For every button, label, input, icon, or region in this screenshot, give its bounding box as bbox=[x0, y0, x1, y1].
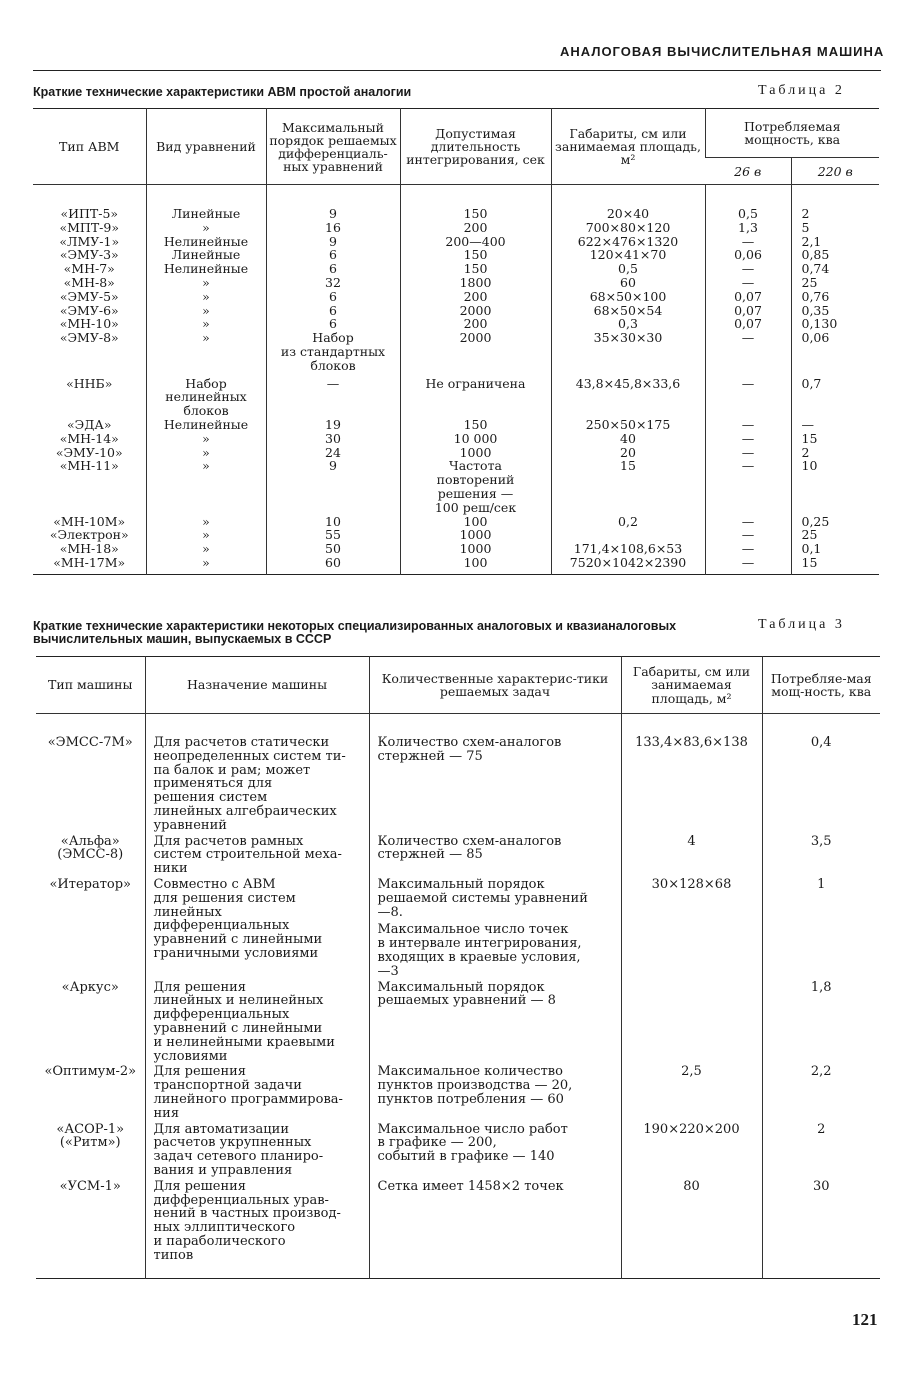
table-row bbox=[33, 185, 879, 373]
table-row bbox=[36, 878, 880, 981]
t3-header-power: Потребляе-мая мощ-ность, ква bbox=[762, 657, 880, 714]
t2-cell-p26: — — — — bbox=[705, 418, 791, 515]
t3-header-type: Тип машины bbox=[36, 657, 145, 714]
t3-quant-text: Максимальный порядок решаемой системы уравнений —8. bbox=[377, 876, 588, 920]
t2-cell-p26: 0,5 1,3 — 0,06 — — 0,07 0,07 0,07 — bbox=[705, 185, 791, 373]
t3-cell-power: 30 bbox=[762, 1180, 880, 1279]
t3-cell-size bbox=[621, 981, 762, 1066]
table-row bbox=[33, 418, 879, 515]
t3-cell-type: «Итератор» bbox=[49, 876, 132, 892]
t3-cell-type: «УСМ-1» bbox=[59, 1178, 121, 1194]
t3-quant-text: Максимальное число точек в интервале интегрирования, входящих в краевые условия, —3 bbox=[377, 922, 582, 979]
page-number: 121 bbox=[852, 1310, 878, 1329]
table2-label: Таблица 2 bbox=[758, 83, 845, 98]
t2-cell-eq: » » » » bbox=[146, 515, 266, 575]
t3-cell-purpose: Для решения дифференциальных урав- нений в частных производ- ных эллиптического и параболического типов bbox=[145, 1180, 369, 1279]
t3-quant-text: Максимальное число работ в графике — 200, событий в графике — 140 bbox=[377, 1121, 568, 1165]
t2-header-26v: 26 в bbox=[705, 158, 791, 185]
t3-quant-text: Количество схем-аналогов стержней — 75 bbox=[377, 735, 562, 764]
t3-cell-size: 2,5 bbox=[621, 1065, 762, 1122]
header-rule bbox=[33, 70, 881, 71]
t2-cell-p26: — bbox=[705, 373, 791, 418]
t3-cell-power: 2 bbox=[762, 1123, 880, 1180]
t3-cell-quant bbox=[369, 714, 621, 835]
t2-header-size: Габариты, см или занимаемая площадь, м² bbox=[551, 109, 705, 185]
t3-cell-quant bbox=[369, 1123, 621, 1180]
t2-cell-size: 0,2 171,4×108,6×53 7520×1042×2390 bbox=[551, 515, 705, 575]
t3-cell-size: 80 bbox=[621, 1180, 762, 1279]
table-row bbox=[33, 373, 879, 418]
t3-cell-purpose: Для решения транспортной задачи линейного программирова- ния bbox=[145, 1065, 369, 1122]
t2-cell-type: «ЭДА» «МН-14» «ЭМУ-10» «МН-11» bbox=[55, 416, 123, 474]
table2-caption: Краткие технические характеристики АВМ простой аналогии bbox=[33, 85, 412, 99]
t2-cell-p220: 0,7 bbox=[791, 373, 879, 418]
t3-cell-size: 133,4×83,6×138 bbox=[621, 714, 762, 835]
t3-cell-purpose: Для расчетов статически неопределенных систем ти- па балок и рам; может применяться для решения систем линейных алгебраических уравнений bbox=[145, 714, 369, 835]
t3-quant-text: Максимальный порядок решаемых уравнений — 8 bbox=[377, 979, 556, 1009]
t2-header-equations: Вид уравнений bbox=[146, 109, 266, 185]
table-row bbox=[36, 835, 880, 878]
t3-cell-size: 4 bbox=[621, 835, 762, 878]
t2-cell-type: «МН-10М» «Электрон» «МН-18» «МН-17М» bbox=[49, 513, 129, 570]
t2-header-power: Потребляемая мощность, ква bbox=[705, 109, 879, 158]
t2-cell-p26: — — — — bbox=[705, 515, 791, 575]
t2-cell-order: 19 30 24 9 bbox=[266, 418, 400, 515]
t3-cell-type: «ЭМСС-7М» bbox=[47, 735, 133, 750]
t3-header-size: Габариты, см или занимаемая площадь, м² bbox=[621, 657, 762, 714]
t3-cell-quant bbox=[369, 981, 621, 1066]
t3-cell-type: «АСОР-1» («Ритм») bbox=[56, 1121, 125, 1151]
t3-cell-power: 0,4 bbox=[762, 714, 880, 835]
t3-cell-quant bbox=[369, 1065, 621, 1122]
t2-cell-size: 250×50×175 40 20 15 bbox=[551, 418, 705, 515]
table-row bbox=[36, 981, 880, 1066]
t3-cell-power: 1 bbox=[762, 878, 880, 981]
t2-header-duration: Допустимая длительность интегрирования, сек bbox=[400, 109, 551, 185]
t3-cell-quant bbox=[369, 878, 621, 981]
t2-cell-dur: 100 1000 1000 100 bbox=[400, 515, 551, 575]
t3-cell-purpose: Совместно с АВМ для решения систем линейных дифференциальных уравнений с линейными граничными условиями bbox=[145, 878, 369, 981]
table-row bbox=[36, 1180, 880, 1279]
t3-cell-type: «Аркус» bbox=[61, 979, 119, 995]
table2 bbox=[33, 108, 879, 575]
t2-cell-type: «ННБ» bbox=[66, 375, 113, 391]
t3-cell-purpose: Для автоматизации расчетов укрупненных задач сетевого планиро- вания и управления bbox=[145, 1123, 369, 1180]
table3-label: Таблица 3 bbox=[758, 617, 845, 632]
running-head: АНАЛОГОВАЯ ВЫЧИСЛИТЕЛЬНАЯ МАШИНА bbox=[560, 44, 885, 59]
t3-cell-quant bbox=[369, 835, 621, 878]
t2-header-220v: 220 в bbox=[791, 158, 879, 185]
t2-cell-eq: Набор нелинейных блоков bbox=[146, 373, 266, 418]
t3-cell-power: 2,2 bbox=[762, 1065, 880, 1122]
t2-cell-dur: 150 10 000 1000 Частота повторений решения — 100 реш/сек bbox=[400, 418, 551, 515]
t3-header-quant: Количественные характерис-тики решаемых задач bbox=[369, 657, 621, 714]
t3-cell-size: 190×220×200 bbox=[621, 1123, 762, 1180]
t3-quant-text: Сетка имеет 1458×2 точек bbox=[377, 1178, 564, 1194]
t2-cell-size: 20×40 700×80×120 622×476×1320 120×41×70 0,5 60 68×50×100 68×50×54 0,3 35×30×30 bbox=[551, 185, 705, 373]
t3-cell-type: «Альфа» (ЭМСС-8) bbox=[57, 833, 124, 863]
t2-cell-type: «ИПТ-5» «МПТ-9» «ЛМУ-1» «ЭМУ-3» «МН-7» «МН-8» «ЭМУ-5» «ЭМУ-6» «МН-10» «ЭМУ-8» bbox=[59, 206, 120, 346]
t3-cell-size: 30×128×68 bbox=[621, 878, 762, 981]
t3-cell-power: 1,8 bbox=[762, 981, 880, 1066]
t3-header-purpose: Назначение машины bbox=[145, 657, 369, 714]
t2-cell-p220: 0,25 25 0,1 15 bbox=[791, 515, 879, 575]
table3 bbox=[36, 656, 880, 1279]
table-row bbox=[36, 1123, 880, 1180]
t3-cell-purpose: Для расчетов рамных систем строительной меха- ники bbox=[145, 835, 369, 878]
table3-caption: Краткие технические характеристики некоторых специализированных аналоговых и квазианалоговых вычислительных машин, выпускаемых в СССР bbox=[33, 619, 677, 646]
t2-header-order: Максимальный порядок решаемых дифференциаль-ных уравнений bbox=[266, 109, 400, 185]
t2-cell-p220: 2 5 2,1 0,85 0,74 25 0,76 0,35 0,130 0,06 bbox=[791, 185, 879, 373]
t2-cell-eq: Нелинейные » » » bbox=[146, 418, 266, 515]
t3-cell-purpose: Для решения линейных и нелинейных дифференциальных уравнений с линейными и нелинейными краевыми условиями bbox=[145, 981, 369, 1066]
t2-cell-dur: 150 200 200—400 150 150 1800 200 2000 200 2000 bbox=[400, 185, 551, 373]
t2-cell-order: 10 55 50 60 bbox=[266, 515, 400, 575]
t2-cell-p220: — 15 2 10 bbox=[791, 418, 879, 515]
t3-quant-text: Максимальное количество пунктов производства — 20, пунктов потребления — 60 bbox=[377, 1064, 573, 1107]
t2-cell-dur: Не ограничена bbox=[400, 373, 551, 418]
t2-cell-eq: Линейные » Нелинейные Линейные Нелинейные » » » » » bbox=[146, 185, 266, 373]
t3-cell-quant bbox=[369, 1180, 621, 1279]
t3-cell-type: «Оптимум-2» bbox=[44, 1064, 137, 1080]
t3-cell-power: 3,5 bbox=[762, 835, 880, 878]
t2-cell-order: — bbox=[266, 373, 400, 418]
table-row bbox=[36, 714, 880, 835]
t2-cell-size: 43,8×45,8×33,6 bbox=[551, 373, 705, 418]
t3-quant-text: Количество схем-аналогов стержней — 85 bbox=[377, 833, 562, 863]
t2-cell-order: 9 16 9 6 6 32 6 6 6 Набор из стандартных блоков bbox=[266, 185, 400, 373]
table-row bbox=[33, 515, 879, 575]
t2-header-type: Тип АВМ bbox=[33, 109, 146, 185]
table-row bbox=[36, 1065, 880, 1122]
